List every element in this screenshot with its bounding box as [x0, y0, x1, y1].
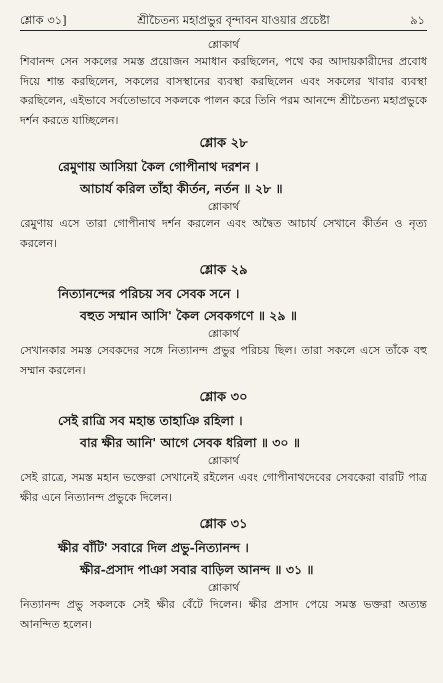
- verse-line-2: ক্ষীর-প্রসাদ পাঞা সবার বাড়িল আনন্দ ॥ ৩১ ॥: [80, 562, 314, 577]
- verse-heading: শ্লোক ২৮: [199, 136, 248, 151]
- verse-heading: শ্লোক ২৯: [199, 263, 248, 278]
- translation-text: নিত্যানন্দ প্রভু সকলকে সেই ক্ষীর বেঁটে দিলেন। ক্ষীর প্রসাদ পেয়ে সমস্ত ভক্তরা অত্যন্ত আনন্দিত হলেন।: [20, 598, 427, 631]
- header-verse-ref: শ্লোক ৩১]: [20, 13, 67, 27]
- verse-line-1: ক্ষীর বাঁটি' সবারে দিল প্রভু-নিত্যানন্দ ।: [58, 540, 249, 555]
- translation-text: রেমুণায় এসে তারা গোপীনাথ দর্শন করলেন এবং অদ্বৈত আচার্য সেখানে কীর্তন ও নৃত্য করলেন।: [20, 217, 427, 250]
- verse-line-1: নিত্যানন্দের পরিচয় সব সেবক সনে ।: [58, 286, 240, 301]
- header-divider: [20, 30, 427, 31]
- verse-line-2: আচার্য করিল তাঁহা কীর্তন, নর্তন ॥ ২৮ ॥: [80, 181, 283, 196]
- verse-line-2: বার ক্ষীর আনি' আগে সেবক ধরিলা ॥ ৩০ ॥: [80, 435, 300, 450]
- translation-label: শ্লোকার্থ: [207, 582, 240, 594]
- verse-line-1: রেমুণায় আসিয়া কৈল গোপীনাথ দরশন ।: [58, 159, 259, 174]
- verse-heading: শ্লোক ৩০: [199, 390, 248, 405]
- translation-label: শ্লোকার্থ: [207, 201, 240, 213]
- verse-line-1: সেই রাত্রি সব মহান্ত তাহাঞি রহিলা ।: [58, 413, 243, 428]
- verse-heading: শ্লোক ৩১: [199, 517, 248, 532]
- header-page-number: ৯১: [410, 13, 425, 27]
- verse-line-2: বহুত সম্মান আসি' কৈল সেবকগণে ॥ ২৯ ॥: [80, 308, 297, 323]
- page-header: [20, 8, 427, 28]
- translation-label: শ্লোকার্থ: [207, 455, 240, 467]
- translation-label: শ্লোকার্থ: [207, 328, 240, 340]
- translation-text: সেখানকার সমস্ত সেবকদের সঙ্গে নিত্যানন্দ প্রভুর পরিচয় ছিল। তারা সকলে এসে তাঁকে বহু সম্মান করলেন।: [20, 344, 427, 377]
- page-body: [20, 38, 427, 634]
- translation-label: শ্লোকার্থ: [207, 39, 240, 51]
- translation-text: সেই রাত্রে, সমস্ত মহান ভক্তেরা সেখানেই রইলেন এবং গোপীনাথদেবের সেবকেরা বারটি পাত্র ক্ষীর এনে নিত্যানন্দ প্রভুকে দিলেন।: [20, 471, 427, 504]
- header-chapter-title: শ্রীচৈতন্য মহাপ্রভুর বৃন্দাবন যাওয়ার প্রচেষ্টা: [137, 13, 330, 27]
- translation-text: শিবানন্দ সেন সকলের সমস্ত প্রয়োজন সমাধান করছিলেন, পথে কর আদায়কারীদের প্রবোধ দিয়ে শান্ত করছিলেন, সকলের বাসস্থানের ব্যবস্থা করছিলেন এবং সকলের খাবার ব্যবস্থা করছিলেন, এইভাবে সর্বতোভাবে সকলকে পালন করে তিনি পরম আনন্দে শ্রীচৈতন্য মহাপ্রভুকে দর্শন করতে যাচ্ছিলেন।: [20, 55, 427, 127]
